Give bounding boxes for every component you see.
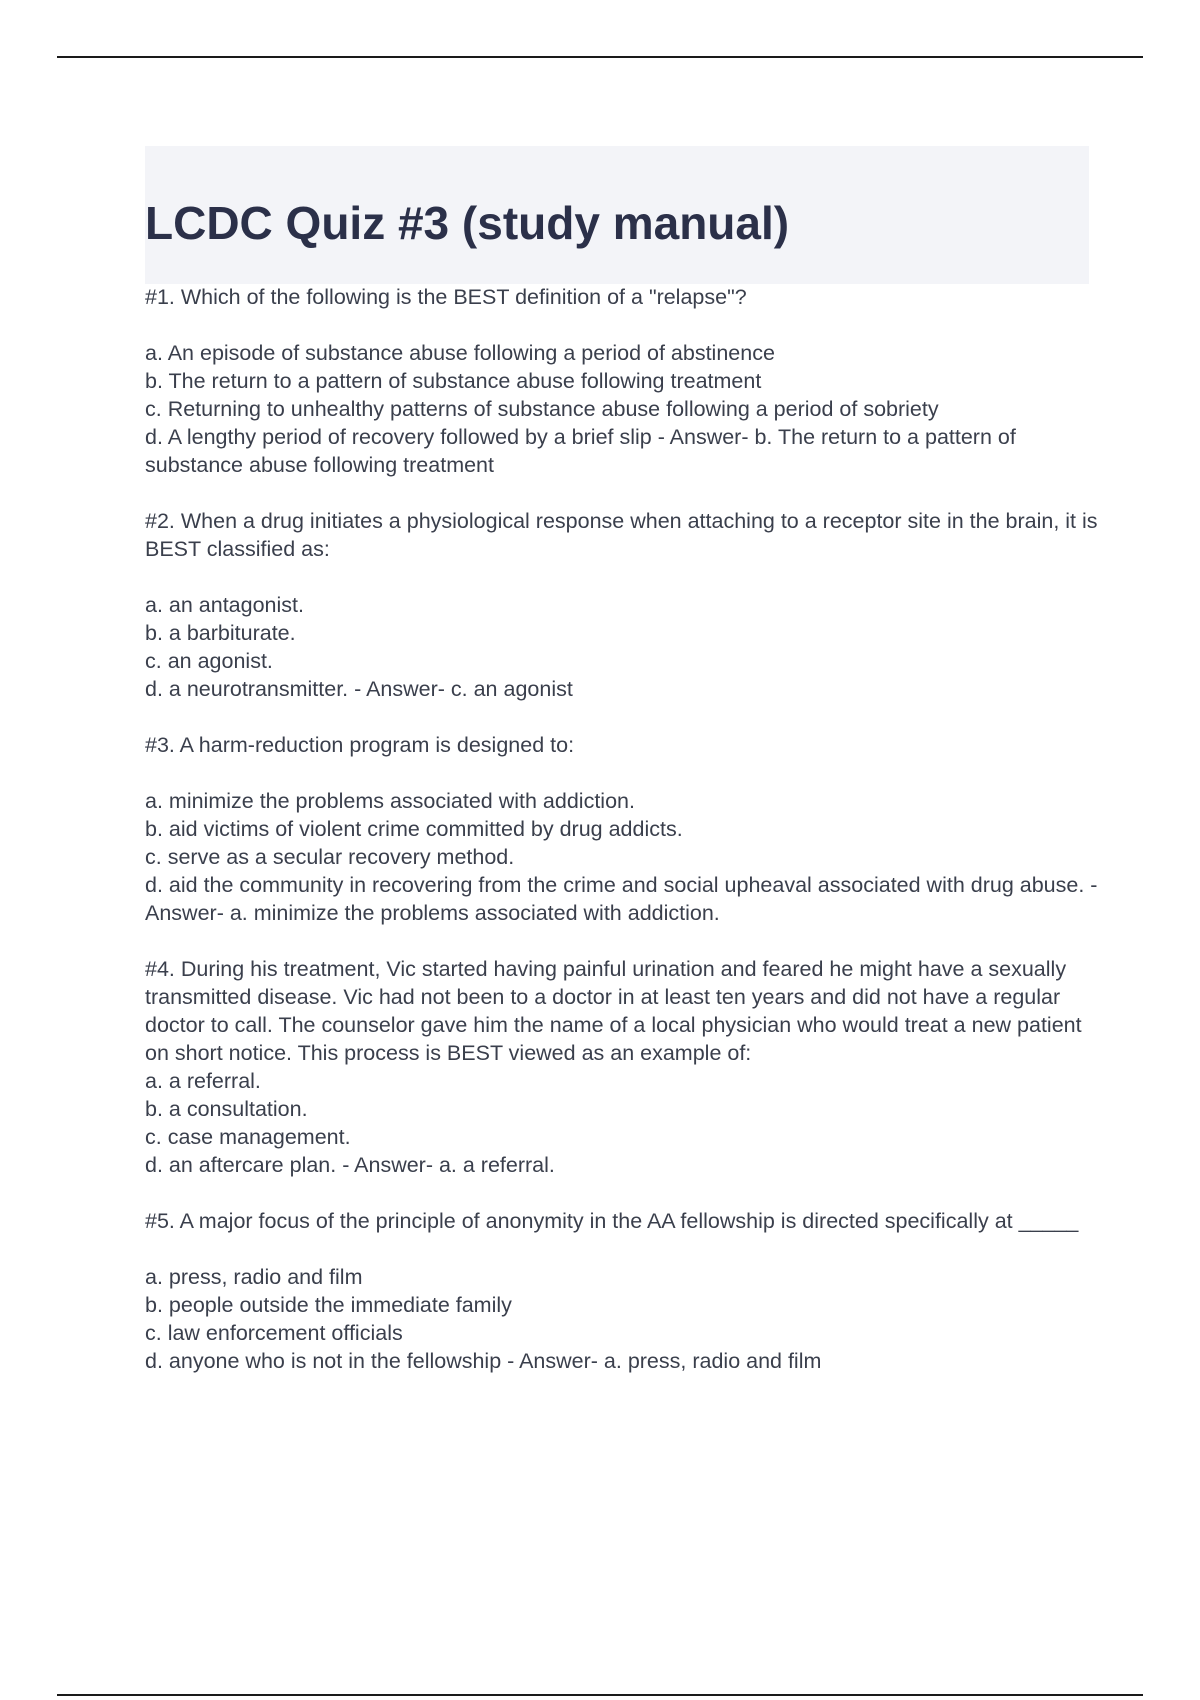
option-with-answer: d. an aftercare plan. - Answer- a. a referral.: [145, 1153, 555, 1177]
option-list: [145, 339, 1100, 479]
option: b. a barbiturate.: [145, 621, 296, 645]
option-with-answer: d. aid the community in recovering from the crime and social upheaval associated with drug abuse. - Answer- a. minimize the problems associated with addiction.: [145, 873, 1098, 925]
option: c. law enforcement officials: [145, 1321, 403, 1345]
page-title: LCDC Quiz #3 (study manual): [145, 197, 790, 249]
question-1: [145, 283, 1100, 479]
option: c. an agonist.: [145, 649, 273, 673]
option-with-answer: d. anyone who is not in the fellowship - Answer- a. press, radio and film: [145, 1349, 822, 1373]
option: a. An episode of substance abuse following a period of abstinence: [145, 341, 775, 365]
question-4: [145, 955, 1100, 1179]
question-prompt: #2. When a drug initiates a physiological response when attaching to a receptor site in the brain, it is BEST classified as:: [145, 509, 1098, 561]
question-prompt: #3. A harm-reduction program is designed to:: [145, 733, 575, 757]
question-5: [145, 1207, 1100, 1375]
option-list: [145, 787, 1100, 927]
option-list: [145, 1067, 1100, 1179]
option: b. a consultation.: [145, 1097, 308, 1121]
option-list: [145, 1263, 1100, 1375]
quiz-content: [145, 283, 1100, 1403]
option: b. aid victims of violent crime committed by drug addicts.: [145, 817, 683, 841]
option-list: [145, 591, 1100, 703]
top-rule: [57, 56, 1143, 58]
question-3: [145, 731, 1100, 927]
question-2: [145, 507, 1100, 703]
question-prompt: #1. Which of the following is the BEST definition of a "relapse"?: [145, 285, 747, 309]
option: c. case management.: [145, 1125, 351, 1149]
option-with-answer: d. a neurotransmitter. - Answer- c. an agonist: [145, 677, 573, 701]
question-prompt: #4. During his treatment, Vic started having painful urination and feared he might have a sexually transmitted disease. Vic had not been to a doctor in at least ten years and did not have a regular doctor to call. The counselor gave him the name of a local physician who would treat a new patient on short notice. This process is BEST viewed as an example of:: [145, 957, 1082, 1065]
option: b. The return to a pattern of substance abuse following treatment: [145, 369, 762, 393]
option: c. serve as a secular recovery method.: [145, 845, 515, 869]
option: a. a referral.: [145, 1069, 261, 1093]
bottom-rule: [57, 1694, 1143, 1696]
question-prompt: #5. A major focus of the principle of anonymity in the AA fellowship is directed specifically at _____: [145, 1209, 1079, 1233]
option: a. press, radio and film: [145, 1265, 363, 1289]
option-with-answer: d. A lengthy period of recovery followed by a brief slip - Answer- b. The return to a pattern of substance abuse following treatment: [145, 425, 1016, 477]
option: a. an antagonist.: [145, 593, 304, 617]
option: b. people outside the immediate family: [145, 1293, 512, 1317]
option: c. Returning to unhealthy patterns of substance abuse following a period of sobriety: [145, 397, 939, 421]
option: a. minimize the problems associated with addiction.: [145, 789, 635, 813]
